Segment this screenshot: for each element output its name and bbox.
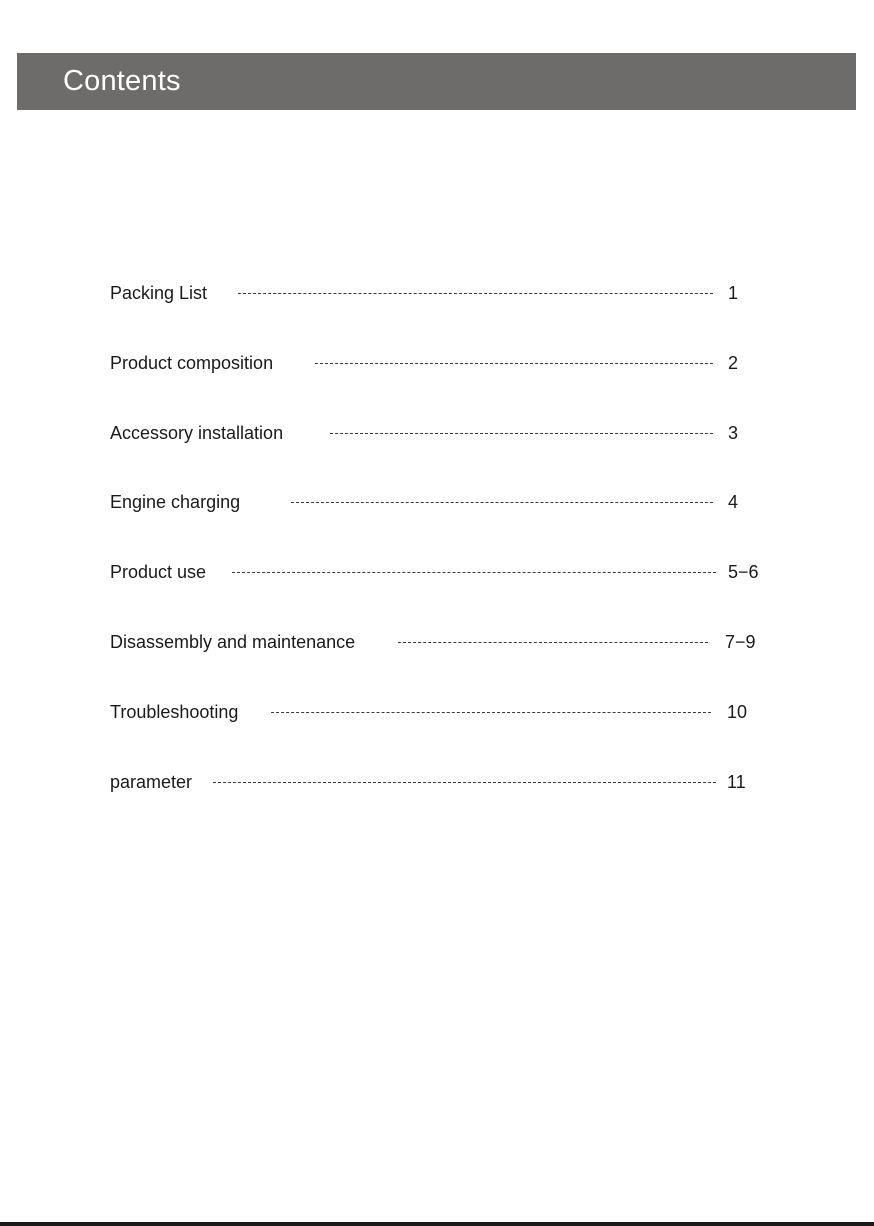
toc-entry-page: 11 [727,772,746,792]
toc-leader-dots [271,712,711,713]
toc-entry[interactable] [110,768,770,796]
toc-leader-dots [398,642,708,643]
toc-entry-title: Troubleshooting [110,702,239,722]
toc-entry-title: Engine charging [110,492,241,512]
page-title: Contents [63,65,181,97]
bottom-page-rule [0,1222,874,1226]
toc-entry[interactable] [110,628,770,656]
toc-leader-dots [232,572,716,573]
toc-entry[interactable] [110,488,770,516]
contents-header-bar [17,53,856,110]
toc-entry-page: 5−6 [728,562,759,582]
toc-leader-dots [291,502,713,503]
toc-entry-page: 7−9 [725,632,756,652]
toc-entry[interactable] [110,698,770,726]
toc-entry-title: Accessory installation [110,423,284,443]
toc-entry[interactable] [110,349,770,377]
toc-entry-page: 3 [728,423,739,443]
toc-entry[interactable] [110,419,770,447]
toc-entry-title: parameter [110,772,193,792]
toc-entry[interactable] [110,279,770,307]
toc-entry[interactable] [110,558,770,586]
toc-entry-page: 1 [728,283,739,303]
toc-entry-title: Disassembly and maintenance [110,632,356,652]
toc-leader-dots [315,363,713,364]
toc-entry-page: 4 [728,492,739,512]
toc-leader-dots [238,293,713,294]
toc-leader-dots [213,782,716,783]
toc-entry-page: 2 [728,353,739,373]
toc-leader-dots [330,433,713,434]
toc-entry-title: Packing List [110,283,208,303]
toc-entry-title: Product composition [110,353,274,373]
toc-entry-page: 10 [727,702,748,722]
toc-entry-title: Product use [110,562,207,582]
